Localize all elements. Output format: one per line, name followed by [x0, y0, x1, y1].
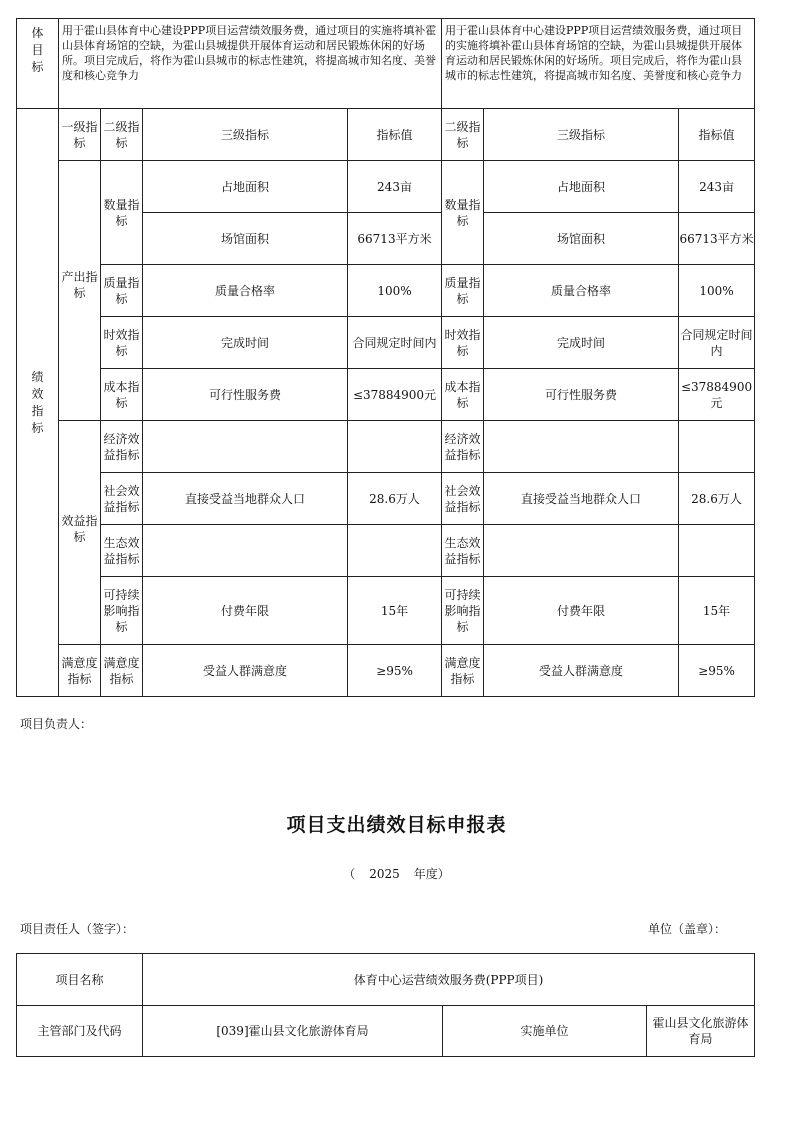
economic-indicator-label-right: 经济效益指标: [442, 421, 484, 473]
quantity-value-2-right: 66713平方米: [679, 213, 755, 265]
quantity-name-1-right: 占地面积: [484, 161, 679, 213]
economic-indicator-label: 经济效益指标: [101, 421, 143, 473]
timeliness-name-right: 完成时间: [484, 317, 679, 369]
quality-name: 质量合格率: [143, 265, 348, 317]
cost-value-right: ≤37884900元: [679, 369, 755, 421]
ecological-indicator-label-right: 生态效益指标: [442, 525, 484, 577]
table-row: [17, 1006, 755, 1057]
timeliness-name: 完成时间: [143, 317, 348, 369]
form-year: [0, 866, 793, 882]
table-row: [17, 317, 755, 369]
satisfaction-name: 受益人群满意度: [143, 645, 348, 697]
project-leader-label: 项目负责人：: [20, 717, 93, 731]
header-level2: 二级指标: [101, 109, 143, 161]
ecological-name: [143, 525, 348, 577]
table-row: [17, 954, 755, 1006]
responsible-person-label: 项目责任人（签字）：: [20, 922, 135, 936]
economic-name-right: [484, 421, 679, 473]
economic-value-right: [679, 421, 755, 473]
table-row: [17, 421, 755, 473]
header-level3: 三级指标: [143, 109, 348, 161]
sustainable-value-right: 15年: [679, 577, 755, 645]
quantity-name-1: 占地面积: [143, 161, 348, 213]
economic-name: [143, 421, 348, 473]
table-row: [17, 265, 755, 317]
quality-value: 100%: [348, 265, 442, 317]
ecological-value: [348, 525, 442, 577]
goal-text-right: 用于霍山县体育中心建设PPP项目运营绩效服务费，通过项目的实施将填补霍山县体育场馆的空缺，为霍山县城提供开展体育运动和居民锻炼休闲的好场所。项目完成后，将作为霍山县城市的标志性建筑，将提高城市知名度、美誉度和核心竞争力: [442, 19, 755, 109]
social-name-right: 直接受益当地群众人口: [484, 473, 679, 525]
cost-indicator-label: 成本指标: [101, 369, 143, 421]
goal-label: 体 目 标: [17, 19, 59, 109]
ecological-name-right: [484, 525, 679, 577]
social-indicator-label-right: 社会效益指标: [442, 473, 484, 525]
table-row: [17, 473, 755, 525]
social-indicator-label: 社会效益指标: [101, 473, 143, 525]
implementing-unit-value: 霍山县文化旅游体育局: [647, 1006, 755, 1057]
year-close: 年度）: [413, 867, 450, 881]
sustainable-indicator-label-right: 可持续影响指标: [442, 577, 484, 645]
form-title: 项目支出绩效目标申报表: [286, 814, 507, 836]
year-value: 2025: [369, 867, 400, 881]
quality-indicator-label-right: 质量指标: [442, 265, 484, 317]
quantity-name-2-right: 场馆面积: [484, 213, 679, 265]
unit-seal-label: 单位（盖章）：: [648, 922, 727, 936]
project-name-label: 项目名称: [17, 954, 143, 1006]
goal-text-left: 用于霍山县体育中心建设PPP项目运营绩效服务费，通过项目的实施将填补霍山县体育场馆的空缺，为霍山县城提供开展体育运动和居民锻炼休闲的好场所。项目完成后，将作为霍山县城市的标志性建筑，将提高城市知名度、美誉度和核心竞争力: [59, 19, 442, 109]
timeliness-value: 合同规定时间内: [348, 317, 442, 369]
ecological-indicator-label: 生态效益指标: [101, 525, 143, 577]
table-row: [17, 369, 755, 421]
quantity-name-2: 场馆面积: [143, 213, 348, 265]
benefit-indicator-label: 效益指标: [59, 421, 101, 645]
quality-value-right: 100%: [679, 265, 755, 317]
header-value-right: 指标值: [679, 109, 755, 161]
timeliness-indicator-label: 时效指标: [101, 317, 143, 369]
header-level1: 一级指标: [59, 109, 101, 161]
quantity-value-2: 66713平方米: [348, 213, 442, 265]
table-row: [17, 577, 755, 645]
performance-indicator-label: 绩 效 指 标: [17, 109, 59, 697]
table-row: [17, 525, 755, 577]
social-name: 直接受益当地群众人口: [143, 473, 348, 525]
table-row: [17, 645, 755, 697]
social-value-right: 28.6万人: [679, 473, 755, 525]
quality-name-right: 质量合格率: [484, 265, 679, 317]
performance-target-table: [16, 18, 755, 697]
indicator-header-row: [17, 109, 755, 161]
dept-code-value: [039]霍山县文化旅游体育局: [143, 1006, 443, 1057]
sustainable-indicator-label: 可持续影响指标: [101, 577, 143, 645]
satisfaction-value: ≥95%: [348, 645, 442, 697]
header-value: 指标值: [348, 109, 442, 161]
quality-indicator-label: 质量指标: [101, 265, 143, 317]
cost-name: 可行性服务费: [143, 369, 348, 421]
cost-name-right: 可行性服务费: [484, 369, 679, 421]
header-level3-right: 三级指标: [484, 109, 679, 161]
satisfaction-indicator-label: 满意度指标: [101, 645, 143, 697]
header-level2-right: 二级指标: [442, 109, 484, 161]
cost-indicator-label-right: 成本指标: [442, 369, 484, 421]
sustainable-name-right: 付费年限: [484, 577, 679, 645]
timeliness-indicator-label-right: 时效指标: [442, 317, 484, 369]
quantity-value-1-right: 243亩: [679, 161, 755, 213]
economic-value: [348, 421, 442, 473]
project-name-value: 体育中心运营绩效服务费(PPP项目): [143, 954, 755, 1006]
satisfaction-indicator-label-right: 满意度指标: [442, 645, 484, 697]
quantity-indicator-label-right: 数量指标: [442, 161, 484, 265]
goal-row: [17, 19, 755, 109]
quantity-value-1: 243亩: [348, 161, 442, 213]
project-info-table: [16, 953, 755, 1057]
output-indicator-label: 产出指标: [59, 161, 101, 421]
sustainable-name: 付费年限: [143, 577, 348, 645]
satisfaction-indicator-label-l1: 满意度指标: [59, 645, 101, 697]
timeliness-value-right: 合同规定时间内: [679, 317, 755, 369]
cost-value: ≤37884900元: [348, 369, 442, 421]
year-open: （: [343, 867, 356, 881]
social-value: 28.6万人: [348, 473, 442, 525]
satisfaction-name-right: 受益人群满意度: [484, 645, 679, 697]
satisfaction-value-right: ≥95%: [679, 645, 755, 697]
ecological-value-right: [679, 525, 755, 577]
table-row: [17, 161, 755, 213]
quantity-indicator-label: 数量指标: [101, 161, 143, 265]
sustainable-value: 15年: [348, 577, 442, 645]
implementing-unit-label: 实施单位: [443, 1006, 647, 1057]
dept-code-label: 主管部门及代码: [17, 1006, 143, 1057]
